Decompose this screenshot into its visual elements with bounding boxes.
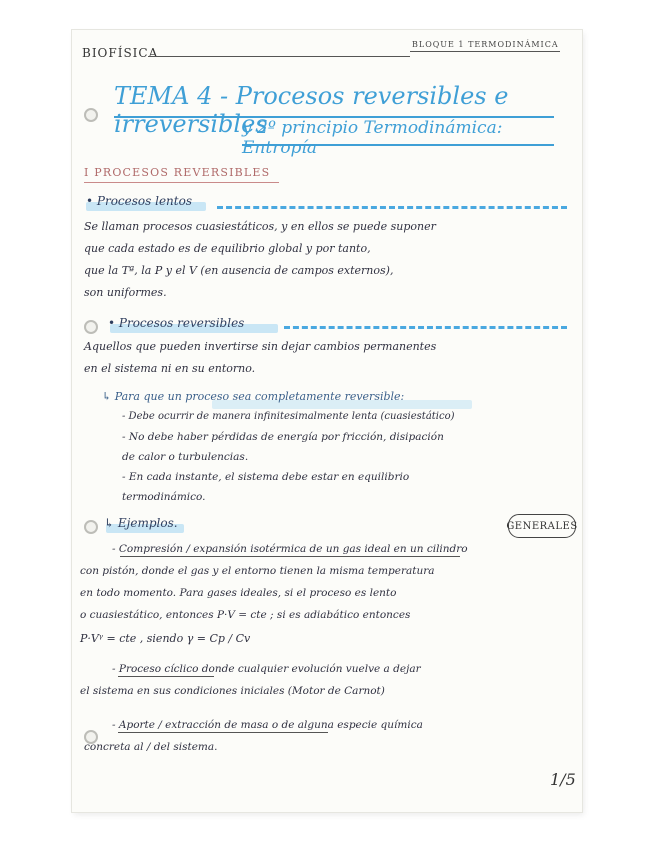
example-line: - Compresión / expansión isotérmica de un gas ideal en un cilindro	[112, 543, 468, 555]
notebook-page	[72, 30, 582, 812]
condition-item: de calor o turbulencias.	[122, 451, 249, 463]
page-title: TEMA 4 - Procesos reversibles e irreversibles	[114, 82, 509, 138]
example-line: concreta al / del sistema.	[84, 741, 218, 753]
block-header: BLOQUE 1 TERMODINÁMICA	[412, 40, 559, 49]
page-number: 1/5	[550, 770, 576, 789]
text-underline	[120, 556, 460, 557]
example-line: - Aporte / extracción de masa o de alguna especie química	[112, 719, 423, 731]
condition-item: - Debe ocurrir de manera infinitesimalmente lenta (cuasiestático)	[122, 411, 455, 422]
condition-item: termodinámico.	[122, 491, 206, 503]
subheading-reversibles: • Procesos reversibles	[108, 316, 245, 330]
subheading-ejemplos: ↳ Ejemplos.	[104, 516, 178, 530]
subject-header: BIOFÍSICA	[82, 46, 159, 60]
example-line: o cuasiestático, entonces P·V = cte ; si es adiabático entonces	[80, 609, 411, 621]
condition-item: - En cada instante, el sistema debe estar en equilibrio	[122, 471, 410, 483]
section-heading: I PROCESOS REVERSIBLES	[84, 166, 271, 179]
punch-hole	[84, 108, 98, 122]
dashed-rule	[217, 206, 567, 209]
example-line: con pistón, donde el gas y el entorno tienen la misma temperatura	[80, 565, 435, 577]
punch-hole	[84, 320, 98, 334]
example-formula: P·Vᵞ = cte , siendo γ = Cp / Cv	[80, 632, 251, 645]
generales-badge: GENERALES	[508, 514, 576, 538]
text-underline	[118, 676, 214, 677]
header-rule	[148, 56, 410, 57]
title-underline	[242, 144, 554, 146]
subheading-lentos: • Procesos lentos	[86, 194, 192, 208]
dashed-rule	[284, 326, 567, 329]
section-underline	[84, 182, 279, 183]
paragraph-line: son uniformes.	[84, 286, 167, 299]
punch-hole	[84, 520, 98, 534]
paragraph-line: que la Tª, la P y el V (en ausencia de campos externos),	[84, 264, 394, 277]
condition-item: - No debe haber pérdidas de energía por fricción, disipación	[122, 431, 444, 443]
text-underline	[118, 732, 328, 733]
conditions-intro: ↳ Para que un proceso sea completamente reversible:	[102, 390, 405, 403]
example-line: en todo momento. Para gases ideales, si el proceso es lento	[80, 587, 397, 599]
header-rule	[410, 51, 560, 52]
paragraph-line: Aquellos que pueden invertirse sin dejar cambios permanentes	[84, 340, 437, 353]
page-subtitle: y 2º principio Termodinámica: Entropía	[242, 118, 503, 158]
example-line: - Proceso cíclico donde cualquier evolución vuelve a dejar	[112, 663, 421, 675]
paragraph-line: en el sistema ni en su entorno.	[84, 362, 256, 375]
example-line: el sistema en sus condiciones iniciales (Motor de Carnot)	[80, 685, 385, 697]
paragraph-line: Se llaman procesos cuasiestáticos, y en ellos se puede suponer	[84, 220, 436, 233]
paragraph-line: que cada estado es de equilibrio global y por tanto,	[84, 242, 371, 255]
